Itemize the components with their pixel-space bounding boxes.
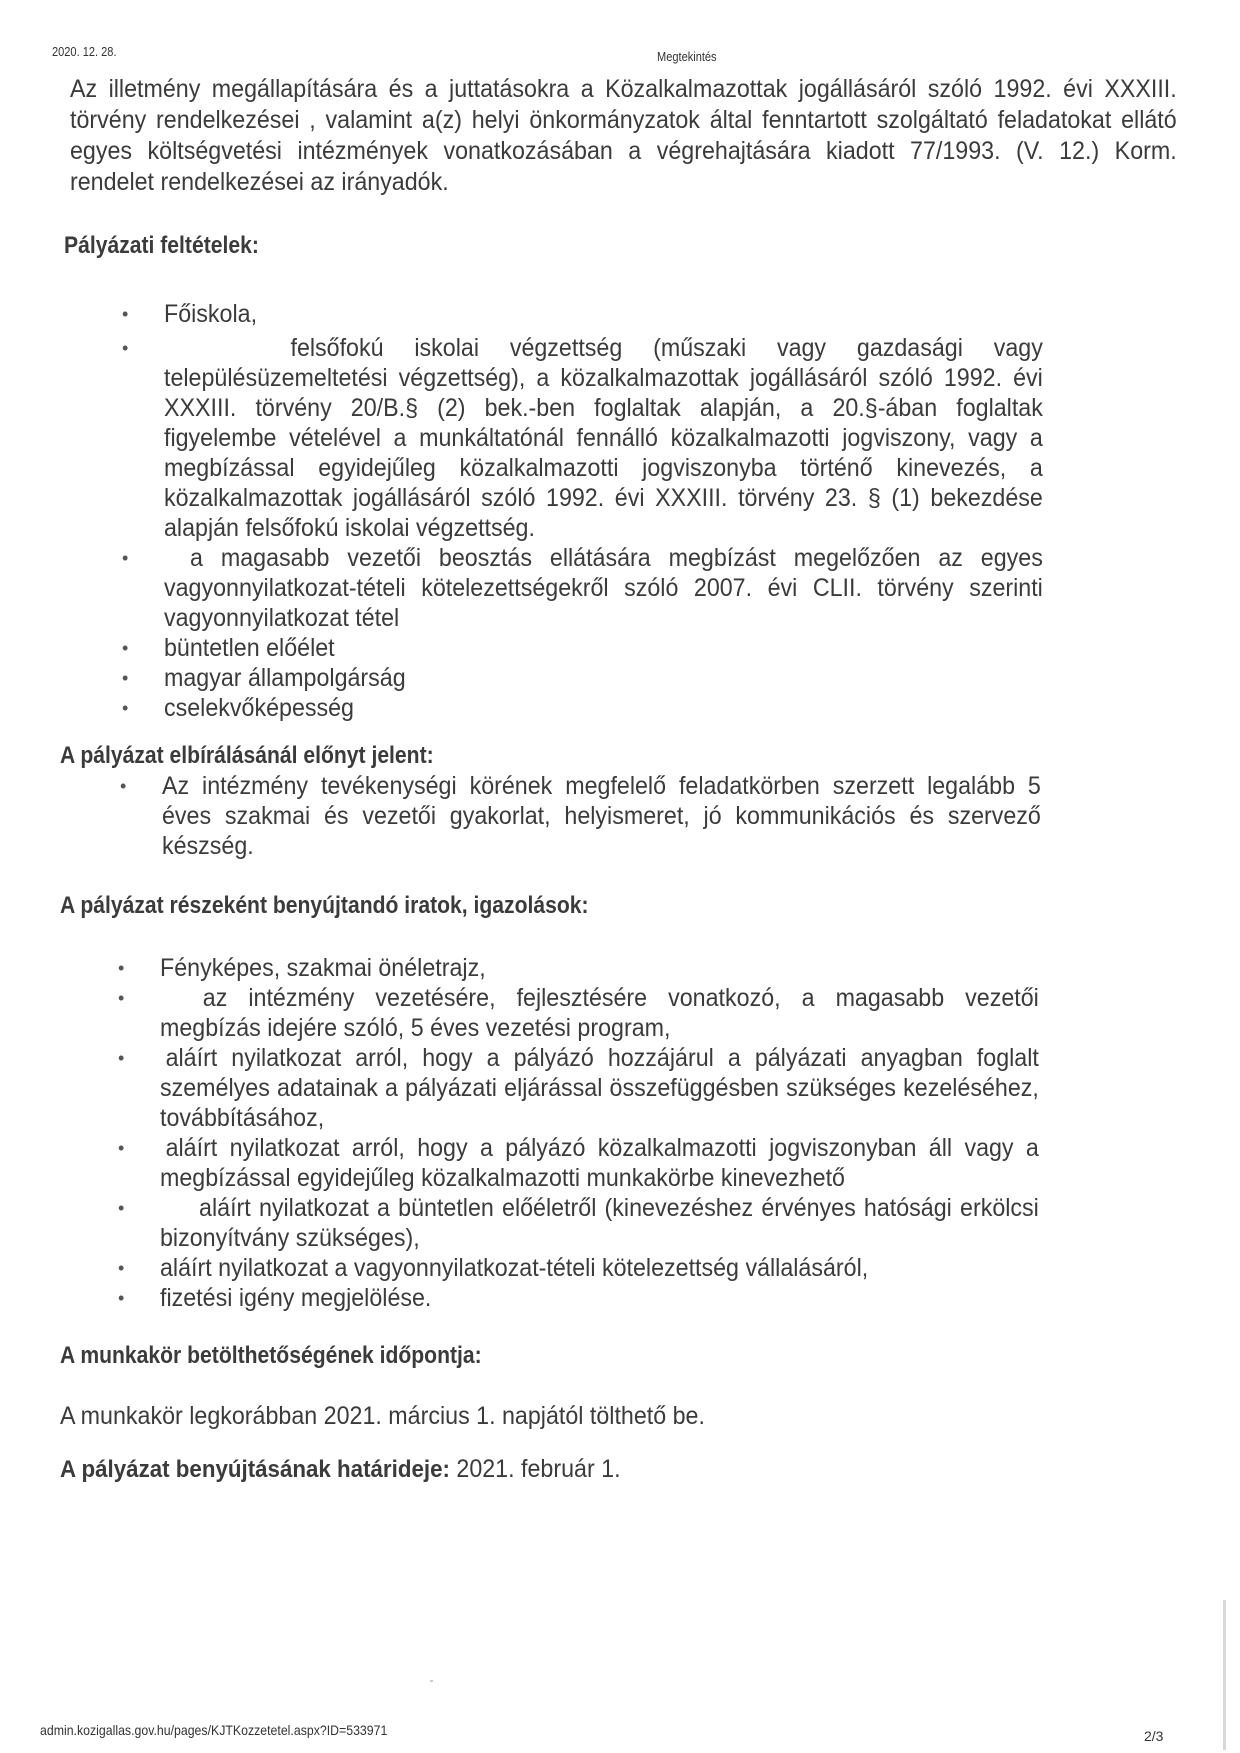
bullet-icon: • — [122, 548, 129, 568]
print-date: 2020. 12. 28. — [52, 44, 117, 59]
list-item: • fizetési igény megjelölése. — [118, 1284, 432, 1312]
page-edge-line — [1223, 1600, 1226, 1750]
documents-list — [118, 953, 1176, 1313]
bullet-icon: • — [118, 958, 125, 978]
list-item: • felsőfokú iskolai végzettség (műszaki vagy gazdasági vagy településüzemeltetési végzettség), a közalkalmazottak jogállásáról szóló 1992. évi XXXIII. törvény 20/B.§ (2) bek.-ben foglaltak alapján, a 20.§-ában foglaltak figyelembe vételével a munkáltatónál fennálló közalkalmazotti jogviszony, vagy a megbízással egyidejűleg közalkalmazotti jogviszonyba történő kinevezés, a közalkalmazottak jogállásáról szóló 1992. évi XXXIII. törvény 23. § (1) bekezdése alapján felsőfokú iskolai végzettség. — [122, 334, 1043, 542]
list-item: • aláírt nyilatkozat arról, hogy a pályázó közalkalmazotti jogviszonyban áll vagy a megbízással egyidejűleg közalkalmazotti munkakörbe kinevezhető — [118, 1134, 1039, 1192]
list-item: • büntetlen előélet — [122, 634, 335, 662]
document-body — [60, 74, 1177, 1485]
bullet-icon: • — [118, 1288, 125, 1308]
list-item: • az intézmény vezetésére, fejlesztésére vonatkozó, a magasabb vezetői megbízás idejére szóló, 5 éves vezetési program, — [118, 984, 1039, 1042]
scan-artifact — [430, 1680, 433, 1682]
advantages-heading: A pályázat elbírálásánál előnyt jelent: — [60, 742, 434, 769]
deadline-label: A pályázat benyújtásának határideje: — [60, 1456, 450, 1483]
page-number: 2/3 — [1144, 1728, 1164, 1744]
bullet-icon: • — [118, 1198, 125, 1218]
bullet-icon: • — [118, 1048, 125, 1068]
list-item: • Az intézmény tevékenységi körének megfelelő feladatkörben szerzett legalább 5 éves szakmai és vezetői gyakorlat, helyismeret, jó kommunikációs és szervező készség. — [120, 772, 1041, 860]
start-date-heading: A munkakör betölthetőségének időpontja: — [60, 1342, 482, 1369]
list-item: • Fényképes, szakmai önéletrajz, — [118, 954, 486, 982]
footer-url: admin.kozigallas.gov.hu/pages/KJTKozzetetel.aspx?ID=533971 — [40, 1722, 388, 1738]
bullet-icon: • — [122, 638, 129, 658]
conditions-list — [122, 299, 1176, 723]
bullet-icon: • — [122, 304, 129, 324]
list-item: • aláírt nyilatkozat arról, hogy a pályázó hozzájárul a pályázati anyagban foglalt személyes adatainak a pályázati eljárással összefüggésben szükséges kezeléséhez, továbbításához, — [118, 1044, 1039, 1132]
list-item: • aláírt nyilatkozat a vagyonnyilatkozat-tételi kötelezettség vállalásáról, — [118, 1254, 869, 1282]
bullet-icon: • — [122, 698, 129, 718]
intro-paragraph: Az illetmény megállapítására és a juttatásokra a Közalkalmazottak jogállásáról szóló 1992. évi XXXIII. törvény rendelkezései , valamint a(z) helyi önkormányzatok által fenntartott szolgáltató feladatokat ellátó egyes költségvetési intézmények vonatkozásában a végrehajtására kiadott 77/1993. (V. 12.) Korm. rendelet rendelkezései az irányadók. — [70, 75, 1177, 196]
conditions-heading: Pályázati feltételek: — [64, 232, 259, 259]
list-item: • cselekvőképesség — [122, 694, 354, 722]
start-date-text: A munkakör legkorábban 2021. március 1. napjától tölthető be. — [60, 1402, 705, 1430]
deadline-value: 2021. február 1. — [456, 1455, 621, 1483]
bullet-icon: • — [118, 1258, 125, 1278]
list-item: • magyar állampolgárság — [122, 664, 406, 692]
list-item: • a magasabb vezetői beosztás ellátására megbízást megelőzően az egyes vagyonnyilatkozat-tételi kötelezettségekről szóló 2007. évi CLII. törvény szerinti vagyonnyilatkozat tétel — [122, 544, 1043, 632]
bullet-icon: • — [118, 988, 125, 1008]
bullet-icon: • — [120, 776, 127, 796]
bullet-icon: • — [122, 338, 129, 358]
deadline-line — [60, 1454, 1167, 1485]
list-item: • Főiskola, — [122, 300, 258, 328]
advantages-list — [120, 771, 1176, 861]
print-page-title: Megtekintés — [657, 49, 717, 64]
list-item: • aláírt nyilatkozat a büntetlen előéletről (kinevezéshez érvényes hatósági erkölcsi bizonyítvány szükséges), — [118, 1194, 1039, 1252]
bullet-icon: • — [122, 668, 129, 688]
documents-heading: A pályázat részeként benyújtandó iratok, igazolások: — [60, 892, 589, 919]
bullet-icon: • — [118, 1138, 125, 1158]
